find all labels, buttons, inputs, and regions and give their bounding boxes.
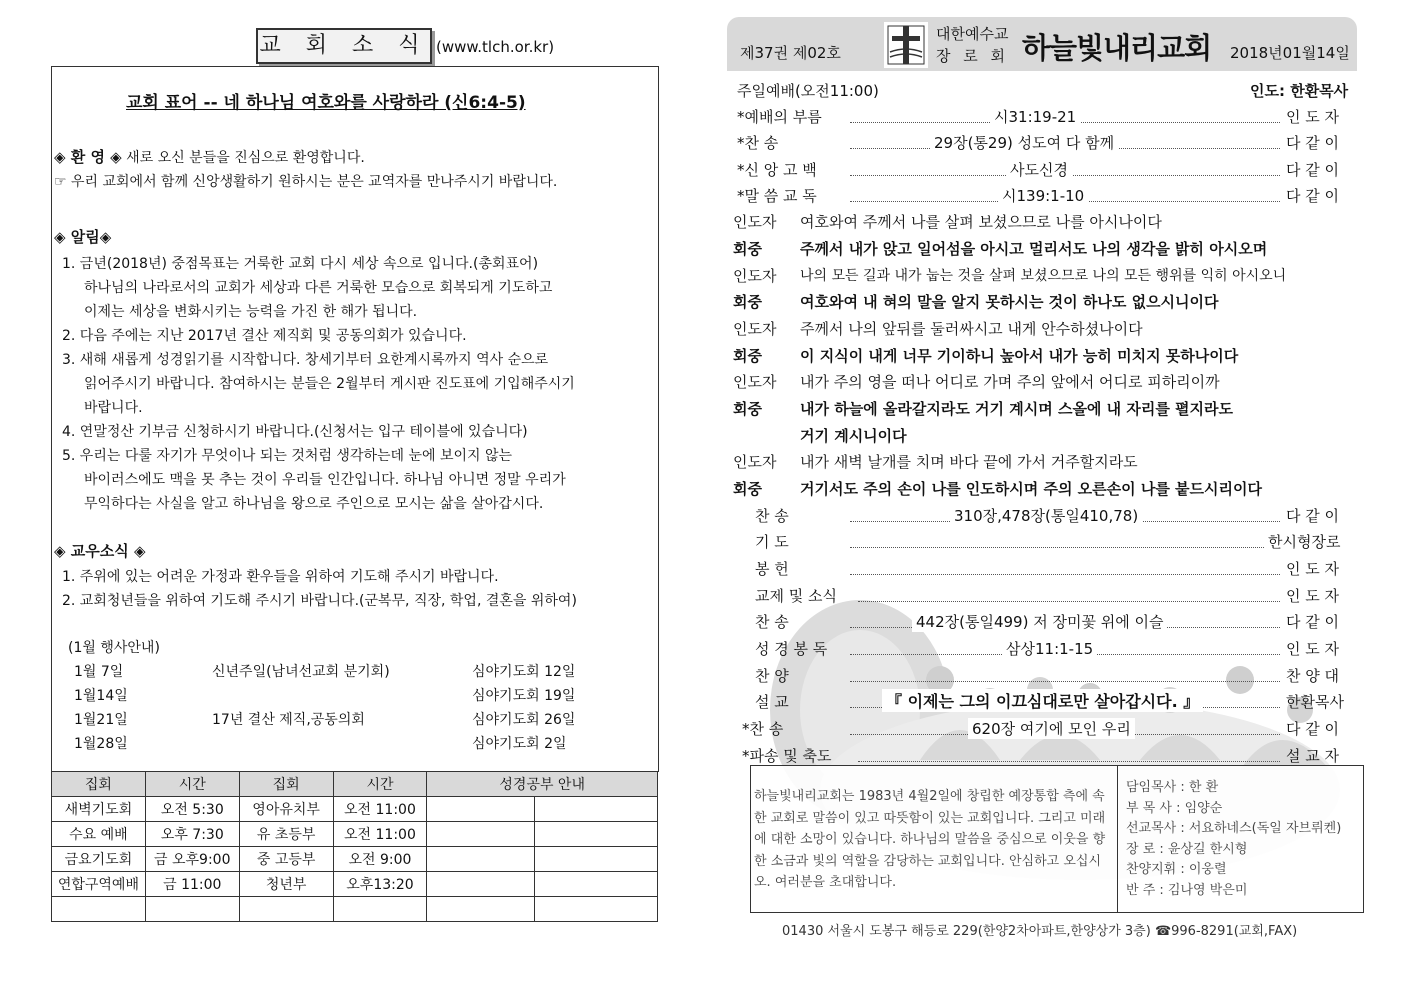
schedule-header: 성경공부 안내 [427,772,658,797]
order-item: *말 씀 교 독 [737,187,817,205]
order-by: 한시형장로 [1268,533,1341,551]
event-night: 심야기도회 2일 [472,736,567,752]
reading-who: 인도자 [733,453,777,471]
schedule-cell: 영아유치부 [239,797,333,822]
event-date: 1월 7일 [74,664,124,680]
reading-text: 내가 하늘에 올라갈지라도 거기 계시며 스올에 내 자리를 펼지라도 [800,400,1234,418]
schedule-header: 시간 [333,772,427,797]
dot-leader [858,761,1280,762]
schedule-cell: 수요 예배 [52,822,146,847]
news-line: 1. 금년(2018년) 중점목표는 거룩한 교회 다시 세상 속으로 입니다.(총회표어) [62,256,539,272]
order-content: 442장(통일499) 저 장미꽃 위에 이슬 [912,611,1167,632]
order-item: 찬 송 [755,507,789,525]
reading-who: 회중 [733,480,762,498]
schedule-cell: 오후 7:30 [145,822,239,847]
reading-who: 인도자 [733,213,777,231]
news-line: 3. 새해 새롭게 성경읽기를 시작합니다. 창세기부터 요한계시록까지 역사 순으로 [62,352,549,368]
staff-item: 부 목 사 : 임양순 [1126,800,1223,816]
schedule-cell: 오전 5:30 [145,797,239,822]
event-night: 심야기도회 19일 [472,688,576,704]
schedule-cell: 금요기도회 [52,847,146,872]
reading-who: 인도자 [733,373,777,391]
church-motto: 교회 표어 -- 네 하나님 여호와를 사랑하라 (신6:4-5) [126,93,526,113]
order-content: 시139:1-10 [998,185,1088,206]
reading-text: 거기 계시니이다 [800,427,907,445]
order-item: 기 도 [755,533,789,551]
staff-item: 선교목사 : 서요하네스(독일 자브뤼켄) [1126,821,1342,836]
schedule-cell: 새벽기도회 [52,797,146,822]
reading-who: 인도자 [733,267,777,285]
bulletin-date: 2018년01월14일 [1230,44,1350,62]
order-by: 다 같 이 [1286,134,1340,152]
order-item: *예배의 부름 [737,108,822,126]
schedule-cell: 청년부 [239,872,333,897]
schedule-cell [52,897,146,922]
schedule-cell [333,897,427,922]
schedule-cell: 금 오후9:00 [145,847,239,872]
order-item: 설 교 [755,693,789,711]
order-item: *파송 및 축도 [742,747,832,765]
schedule-cell [535,847,658,872]
prayer-line: 2. 교회청년들을 위하여 기도해 주시기 바랍니다.(군복무, 직장, 학업, 결혼을 위하여) [62,593,577,609]
reading-text: 여호와여 주께서 나를 살펴 보셨으므로 나를 아시나이다 [800,213,1162,231]
schedule-cell [535,797,658,822]
news-line: 이제는 세상을 변화시키는 능력을 가진 한 해가 됩니다. [84,304,418,320]
reading-text: 내가 새벽 날개를 치며 바다 끝에 가서 거주할지라도 [800,453,1138,471]
dot-leader [850,574,1280,575]
event-date: 1월21일 [74,712,128,728]
order-by: 다 같 이 [1286,720,1340,738]
welcome-heading: ◈ 환 영 ◈ [54,148,122,166]
service-title: 주일예배(오전11:00) [737,82,879,100]
reading-who: 회중 [733,240,762,258]
schedule-cell: 금 11:00 [145,872,239,897]
prayer-line: 1. 주위에 있는 어려운 가정과 환우들을 위하여 기도해 주시기 바랍니다. [62,569,499,585]
order-content: 삼상11:1-15 [1002,638,1097,659]
denomination-line: 대한예수교 [936,25,1009,43]
event-date: 1월28일 [74,736,128,752]
church-url[interactable]: (www.tlch.or.kr) [436,38,555,56]
news-heading: ◈ 알림◈ [54,228,112,246]
reading-who: 회중 [733,400,762,418]
welcome-note: ☞ 우리 교회에서 함께 신앙생활하기 원하시는 분은 교역자를 만나주시기 바랍니다. [54,174,558,190]
reading-text: 이 지식이 내게 너무 기이하니 높아서 내가 능히 미치지 못하나이다 [800,347,1239,365]
event-name: 17년 결산 제직,공동의회 [212,712,365,728]
reading-text: 내가 주의 영을 떠나 어디로 가며 주의 앞에서 어디로 피하리이까 [800,373,1220,391]
schedule-cell: 연합구역예배 [52,872,146,897]
schedule-header: 집회 [239,772,333,797]
order-content: 사도신경 [1006,159,1072,180]
order-by: 설 교 자 [1286,747,1340,765]
order-by: 다 같 이 [1286,187,1340,205]
schedule-cell [427,822,535,847]
dot-leader [850,681,1280,682]
prayer-heading: ◈ 교우소식 ◈ [54,542,146,560]
schedule-cell: 유 초등부 [239,822,333,847]
service-leader: 인도: 한환목사 [1250,82,1349,100]
schedule-cell: 오전 11:00 [333,822,427,847]
schedule-table [51,771,658,922]
denomination-line: 장 로 회 [936,47,1010,65]
order-item: 찬 송 [755,613,789,631]
schedule-header: 집회 [52,772,146,797]
dot-leader [858,601,1280,602]
reading-text: 주께서 내가 앉고 일어섬을 아시고 멀리서도 나의 생각을 밝히 아시오며 [800,240,1268,258]
order-content: 시31:19-21 [990,106,1080,127]
welcome-text: 새로 오신 분들을 진심으로 환영합니다. [126,150,365,166]
order-by: 찬 양 대 [1286,667,1340,685]
reading-who: 인도자 [733,320,777,338]
order-item: 교제 및 소식 [755,587,837,605]
schedule-cell [427,847,535,872]
schedule-cell [535,822,658,847]
issue-number: 제37권 제02호 [740,44,841,62]
news-line: 무익하다는 사실을 알고 하나님을 왕으로 주인으로 모시는 삶을 살아갑시다. [84,496,544,512]
schedule-cell: 오후13:20 [333,872,427,897]
schedule-cell [535,872,658,897]
staff-item: 반 주 : 김나영 박은미 [1126,882,1248,898]
reading-who: 회중 [733,293,762,311]
reading-who: 회중 [733,347,762,365]
event-date: 1월14일 [74,688,128,704]
denomination [936,23,1009,67]
event-night: 심야기도회 26일 [472,712,576,728]
church-address: 01430 서울시 도봉구 해등로 229(한양2차아파트,한양상가 3층) ☎996-8291(교회,FAX) [782,924,1298,939]
order-by: 인 도 자 [1286,587,1340,605]
order-content: 620장 여기에 모인 우리 [968,718,1135,739]
info-divider [1117,766,1118,912]
schedule-cell [427,897,535,922]
order-content: 310장,478장(통일410,78) [950,505,1142,526]
news-title: 교 회 소 식 [256,28,432,64]
staff-list [1126,778,1341,901]
cross-logo-icon [884,22,928,68]
schedule-cell [145,897,239,922]
order-content: 29장(통29) 성도여 다 함께 [930,132,1118,153]
schedule-cell [535,897,658,922]
event-night: 심야기도회 12일 [472,664,576,680]
church-name: 하늘빛내리교회 [1022,31,1212,65]
news-line: 2. 다음 주에는 지난 2017년 결산 제직회 및 공동의회가 있습니다. [62,328,467,344]
schedule-cell [427,797,535,822]
news-line: 하나님의 나라로서의 교회가 세상과 다른 거룩한 모습으로 회복되게 기도하고 [84,280,553,296]
church-intro: 하늘빛내리교회는 1983년 4월2일에 창립한 예장통합 측에 속한 교회로 말씀이 있고 따뜻함이 있는 교회입니다. 그리고 미래에 대한 소망이 있습니다. 하나님의 말씀을 중심으로 이웃을 향한 소금과 빛의 역할을 감당하는 교회입니다. 안심하고 오십시오. 여러분을 초대합니다. [754,789,1106,890]
news-line: 4. 연말정산 기부금 신청하시기 바랍니다.(신청서는 입구 테이블에 있습니다) [62,424,528,440]
order-item: *찬 송 [737,134,779,152]
order-by: 인 도 자 [1286,560,1340,578]
reading-text: 주께서 나의 앞뒤를 둘러싸시고 내게 안수하셨나이다 [800,320,1143,338]
sermon-title: 『 이제는 그의 이끄심대로만 살아갑시다. 』 [882,689,1203,712]
order-item: 찬 양 [755,667,789,685]
news-line: 바랍니다. [84,400,143,416]
order-by: 다 같 이 [1286,161,1340,179]
staff-item: 장 로 : 윤상길 한시형 [1126,841,1248,857]
order-item: *신 앙 고 백 [737,161,817,179]
news-line: 바이러스에도 맥을 못 추는 것이 우리들 인간입니다. 하나님 아니면 정말 우리가 [84,472,566,488]
staff-item: 담임목사 : 한 환 [1126,780,1219,795]
schedule-cell [427,872,535,897]
schedule-cell: 오전 9:00 [333,847,427,872]
news-line: 읽어주시기 바랍니다. 참여하시는 분들은 2월부터 게시판 진도표에 기입해주시기 [84,376,575,392]
schedule-header: 시간 [145,772,239,797]
order-by: 한환목사 [1286,693,1344,711]
welcome-line [54,146,365,167]
order-item: 성 경 봉 독 [755,640,828,658]
order-by: 다 같 이 [1286,613,1340,631]
event-name: 신년주일(남녀선교회 분기회) [212,664,390,680]
order-item: *찬 송 [742,720,784,738]
order-by: 인 도 자 [1286,640,1340,658]
dot-leader [850,547,1264,548]
order-by: 다 같 이 [1286,507,1340,525]
news-line: 5. 우리는 다룰 자기가 무엇이나 되는 것처럼 생각하는데 눈에 보이지 않는 [62,448,513,464]
schedule-cell: 오전 11:00 [333,797,427,822]
schedule-cell: 중 고등부 [239,847,333,872]
reading-text: 여호와여 내 혀의 말을 알지 못하시는 것이 하나도 없으시니이다 [800,293,1219,311]
staff-item: 찬양지휘 : 이웅렬 [1126,862,1227,877]
events-heading: (1월 행사안내) [68,640,160,656]
reading-text: 거기서도 주의 손이 나를 인도하시며 주의 오른손이 나를 붙드시리이다 [800,480,1262,498]
order-item: 봉 헌 [755,560,789,578]
reading-text: 나의 모든 길과 내가 눕는 것을 살펴 보셨으므로 나의 모든 행위를 익히 아시오니 [800,268,1287,284]
schedule-cell [239,897,333,922]
order-by: 인 도 자 [1286,108,1340,126]
